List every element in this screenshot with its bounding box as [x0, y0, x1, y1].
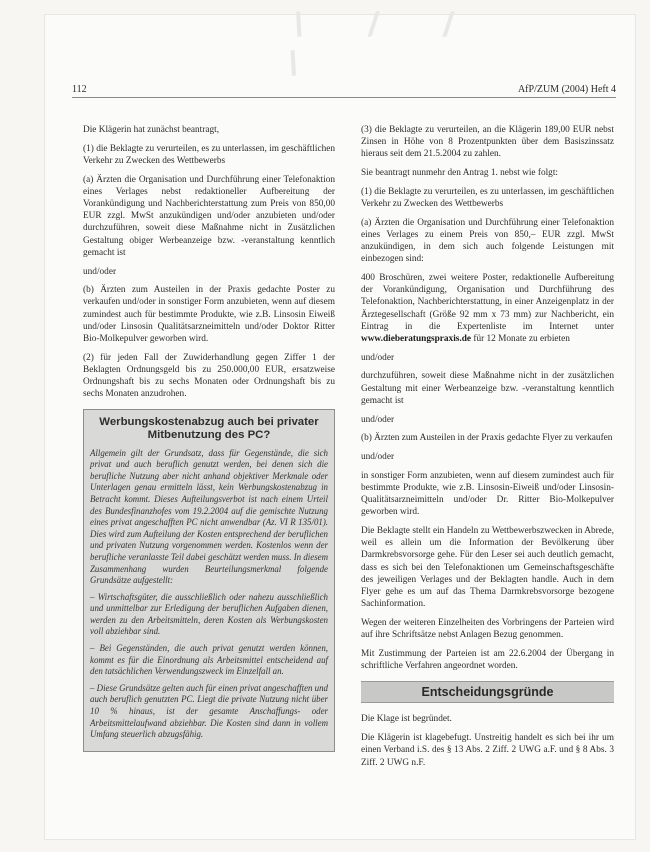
paragraph: Die Klage ist begründet.	[361, 714, 452, 725]
info-box	[83, 409, 335, 752]
faint-top-watermark: \ / / \	[285, 6, 484, 83]
right-column	[361, 124, 614, 775]
info-box-paragraph: – Diese Grundsätze gelten auch für einen privat angeschafften und auch beruflich genutzten PC. Liegt die private Nutzung nicht über 10 % hinaus, ist der gesamte Anschaffungs- oder Arbeitsmittelaufwand abziehbar. Die Kosten sind dann in vollem Umfang steuerlich abzugsfähig.	[90, 682, 328, 740]
paragraph: und/oder	[361, 352, 395, 363]
page-number: 112	[72, 84, 87, 95]
running-header	[72, 83, 616, 98]
paragraph: und/oder	[83, 266, 117, 277]
paragraph: und/oder	[361, 451, 395, 462]
paragraph-with-link	[361, 272, 614, 345]
paragraph: Wegen der weiteren Einzelheiten des Vorbringens der Parteien wird auf ihre Schriftsätze nebst Anlagen Bezug genommen.	[361, 617, 614, 641]
paragraph: Sie beantragt nunmehr den Antrag 1. nebst wie folgt:	[361, 168, 558, 179]
section-heading: Entscheidungsgründe	[361, 681, 614, 703]
paragraph-text: 400 Broschüren, zwei weitere Poster, redaktionelle Aufbereitung der Vorankündigung, Organisation und Durchführung des Telefonaktion, Nachberichterstattung, in einer Anzeigenplatz in der Ärztegesellschaft (Größe 92 mm x 73 mm) zur Nachbericht, ein Eintrag in die Expertenliste im Internet unter	[361, 273, 614, 332]
paragraph: (b) Ärzten zum Austeilen in der Praxis gedachte Poster zu verkaufen und/oder in sonstiger Form anzubieten, wenn auf diesem zumindest auch für bestimmte Produkte, wie z.B. Linsosin Eiweiß und/oder Linsosin Qualitätsarzneimitteln und/oder Doktor Ritter Bio-Molkepulver geworben wird.	[83, 285, 335, 345]
paragraph: (a) Ärzten die Organisation und Durchführung einer Telefonaktion eines Verlages nebst redaktioneller Aufbereitung der Vorankündigung und Nachberichterstattung zum Preis von 850,00 EUR zzgl. MwSt anzukündigen und/oder anzubieten und/oder durchzuführen, soweit diese Maßnahme nicht in Zusätzlichen Gestaltung obiger Werbeanzeige bzw. -veranstaltung kenntlich gemacht ist	[83, 174, 335, 258]
paragraph: (3) die Beklagte zu verurteilen, an die Klägerin 189,00 EUR nebst Zinsen in Höhe von 8 Prozentpunkten über dem Basiszinssatz hieraus seit dem 21.5.2004 zu zahlen.	[361, 125, 614, 160]
paragraph: und/oder	[361, 414, 395, 425]
paragraph: durchzuführen, soweit diese Maßnahme nicht in der zusätzlichen Gestaltung mit einer Werbeanzeige bzw. -veranstaltung kenntlich gemacht ist	[361, 371, 614, 406]
info-box-paragraph: – Wirtschaftsgüter, die ausschließlich oder nahezu ausschließlich und unmittelbar zur Erledigung der beruflichen Aufgaben dienen, werden zu den Arbeitsmitteln, deren Kosten als Werbungskosten voll abziehbar sind.	[90, 591, 328, 637]
paragraph: Mit Zustimmung der Parteien ist am 22.6.2004 der Übergang in schriftliche Verfahren angeordnet worden.	[361, 648, 614, 672]
journal-reference: AfP/ZUM (2004) Heft 4	[517, 84, 616, 95]
info-box-paragraph: – Bei Gegenständen, die auch privat genutzt werden können, kommt es für die Einordnung als Arbeitsmittel entscheidend auf den tatsächlichen Verwendungszweck im Einzelfall an.	[90, 643, 328, 677]
paragraph: Die Klägerin ist klagebefugt. Unstreitig handelt es sich bei ihr um einen Verband i.S. des § 13 Abs. 2 Ziff. 2 UWG a.F. und § 8 Abs. 3 Ziff. 2 UWG n.F.	[361, 733, 614, 768]
paragraph: (2) für jeden Fall der Zuwiderhandlung gegen Ziffer 1 der Beklagten Ordnungsgeld bis zu 250.000,00 EUR, ersatzweise Ordnungshaft bis zu sechs Monaten oder Ordnungshaft bis zu sechs Monaten anzudrohen.	[83, 352, 335, 400]
paragraph: (1) die Beklagte zu verurteilen, es zu unterlassen, im geschäftlichen Verkehr zu Zwecken des Wettbewerbs	[361, 186, 614, 210]
paragraph: in sonstiger Form anzubieten, wenn auf diesem zumindest auch für bestimmte Produkte, wie z.B. Linsosin-Eiweiß und/oder Linsosin-Qualitätsarzneimitteln und/oder Dr. Ritter Bio-Molkepulver geworben wird.	[361, 470, 614, 518]
website-link[interactable]: www.dieberatungspraxis.de	[361, 334, 472, 345]
paragraph: (a) Ärzten die Organisation und Durchführung einer Telefonaktion eines Verlages zu einem Preis von 850,– EUR zzgl. MwSt anzukündigen, in dem sich auch folgende Leistungen mit einbezogen sind:	[361, 217, 614, 265]
info-box-title: Werbungskostenabzug auch bei privater Mitbenutzung des PC?	[99, 415, 319, 441]
info-box-paragraph: Allgemein gilt der Grundsatz, dass für Gegenstände, die sich privat und auch beruflich genutzt werden, bei denen sich die berufliche Nutzung aber nicht anhand objektiver Merkmale oder Unterlagen genau ermitteln lässt, kein Werbungskostenabzug in Betracht kommt. Dieses Aufteilungsverbot ist nach einem Urteil des Bundesfinanzhofes vom 19.2.2004 auf die gemischte Nutzung eines privat angeschafften PC nicht anwendbar (Az. VI R 135/01). Dies wird zum Aufteilung der Kosten entsprechend der beruflichen und privaten Nutzung vorgenommen werden. Kostenlos wenn der berufliche veranlasste Teil dabei geschätzt werden muss. In diesem Zusammenhang wurden Beurteilungsmerkmal folgende Grundsätze aufgestellt:	[90, 447, 328, 586]
paragraph: Die Klägerin hat zunächst beantragt,	[83, 125, 220, 135]
paragraph: (1) die Beklagte zu verurteilen, es zu unterlassen, im geschäftlichen Verkehr zu Zwecken des Wettbewerbs	[83, 143, 335, 166]
paragraph: Die Beklagte stellt ein Handeln zu Wettbewerbszwecken in Abrede, weil es allein um die Information der Bevölkerung über Darmkrebsvorsorge gehe. Für den Leser sei auch deutlich gemacht, dass es sich bei den Telefonaktionen um Gemeinschaftsgeschäfte des jeweiligen Verlages und der Beklagten handle. Auch in dem Flyer gehe es um auf das Thema Darmkrebsvorsorge bezogene Sachinformation.	[361, 525, 614, 610]
left-column	[83, 124, 335, 752]
paragraph-text: für 12 Monate zu erbieten	[471, 334, 570, 345]
paragraph: (b) Ärzten zum Austeilen in der Praxis gedachte Flyer zu verkaufen	[361, 433, 613, 444]
